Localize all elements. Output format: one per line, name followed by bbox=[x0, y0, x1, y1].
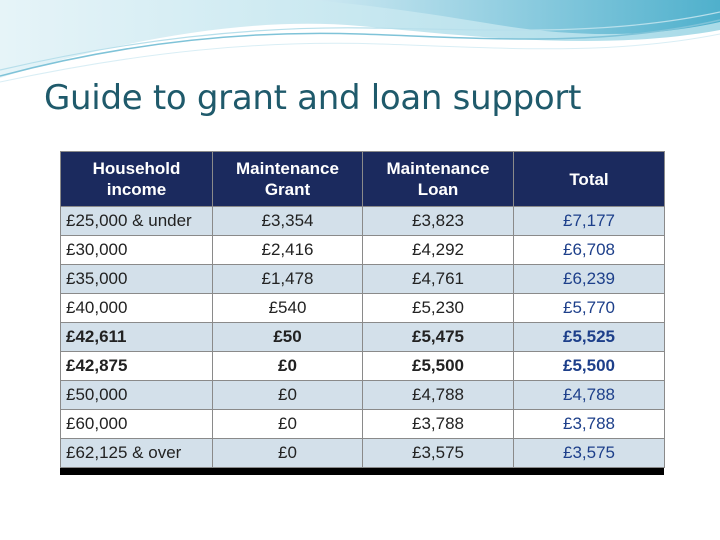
cell-grant: £0 bbox=[213, 439, 363, 468]
cell-income: £42,875 bbox=[61, 352, 213, 381]
cell-total: £3,575 bbox=[514, 439, 665, 468]
cell-grant: £0 bbox=[213, 410, 363, 439]
cell-income: £62,125 & over bbox=[61, 439, 213, 468]
cell-grant: £50 bbox=[213, 323, 363, 352]
grant-loan-table bbox=[60, 151, 665, 468]
header-total bbox=[514, 152, 665, 207]
cell-grant: £3,354 bbox=[213, 207, 363, 236]
cell-total: £3,788 bbox=[514, 410, 665, 439]
table-bottom-bar bbox=[60, 468, 664, 475]
header-maintenance-grant bbox=[213, 152, 363, 207]
table-body bbox=[61, 207, 665, 468]
cell-income: £50,000 bbox=[61, 381, 213, 410]
cell-income: £42,611 bbox=[61, 323, 213, 352]
cell-loan: £3,575 bbox=[363, 439, 514, 468]
cell-loan: £4,788 bbox=[363, 381, 514, 410]
cell-total: £5,770 bbox=[514, 294, 665, 323]
header-text: Household bbox=[92, 159, 181, 178]
cell-grant: £2,416 bbox=[213, 236, 363, 265]
cell-loan: £3,788 bbox=[363, 410, 514, 439]
cell-grant: £0 bbox=[213, 381, 363, 410]
table-row bbox=[61, 294, 665, 323]
table-row bbox=[61, 410, 665, 439]
cell-income: £25,000 & under bbox=[61, 207, 213, 236]
cell-grant: £1,478 bbox=[213, 265, 363, 294]
cell-total: £5,500 bbox=[514, 352, 665, 381]
cell-total: £7,177 bbox=[514, 207, 665, 236]
header-text: income bbox=[106, 180, 167, 199]
table-row bbox=[61, 381, 665, 410]
table-row bbox=[61, 207, 665, 236]
cell-grant: £540 bbox=[213, 294, 363, 323]
table-row bbox=[61, 439, 665, 468]
header-text: Maintenance bbox=[386, 159, 490, 178]
cell-loan: £5,475 bbox=[363, 323, 514, 352]
header-text: Loan bbox=[417, 180, 459, 199]
cell-loan: £3,823 bbox=[363, 207, 514, 236]
cell-loan: £4,292 bbox=[363, 236, 514, 265]
support-table-container bbox=[60, 151, 664, 472]
cell-total: £6,708 bbox=[514, 236, 665, 265]
cell-income: £30,000 bbox=[61, 236, 213, 265]
cell-total: £4,788 bbox=[514, 381, 665, 410]
header-text: Maintenance bbox=[236, 159, 339, 178]
cell-income: £40,000 bbox=[61, 294, 213, 323]
cell-loan: £5,230 bbox=[363, 294, 514, 323]
header-row bbox=[61, 152, 665, 207]
header-household-income bbox=[61, 152, 213, 207]
header-maintenance-loan bbox=[363, 152, 514, 207]
table-row-highlight bbox=[61, 352, 665, 381]
header-text: Grant bbox=[264, 180, 311, 199]
page-title: Guide to grant and loan support bbox=[44, 78, 582, 118]
wave-banner bbox=[0, 0, 720, 90]
cell-grant: £0 bbox=[213, 352, 363, 381]
cell-income: £60,000 bbox=[61, 410, 213, 439]
cell-total: £6,239 bbox=[514, 265, 665, 294]
table-header bbox=[61, 152, 665, 207]
cell-loan: £5,500 bbox=[363, 352, 514, 381]
header-text: Total bbox=[569, 169, 609, 189]
cell-total: £5,525 bbox=[514, 323, 665, 352]
cell-loan: £4,761 bbox=[363, 265, 514, 294]
table-row bbox=[61, 265, 665, 294]
table-row bbox=[61, 236, 665, 265]
cell-income: £35,000 bbox=[61, 265, 213, 294]
table-row-highlight bbox=[61, 323, 665, 352]
